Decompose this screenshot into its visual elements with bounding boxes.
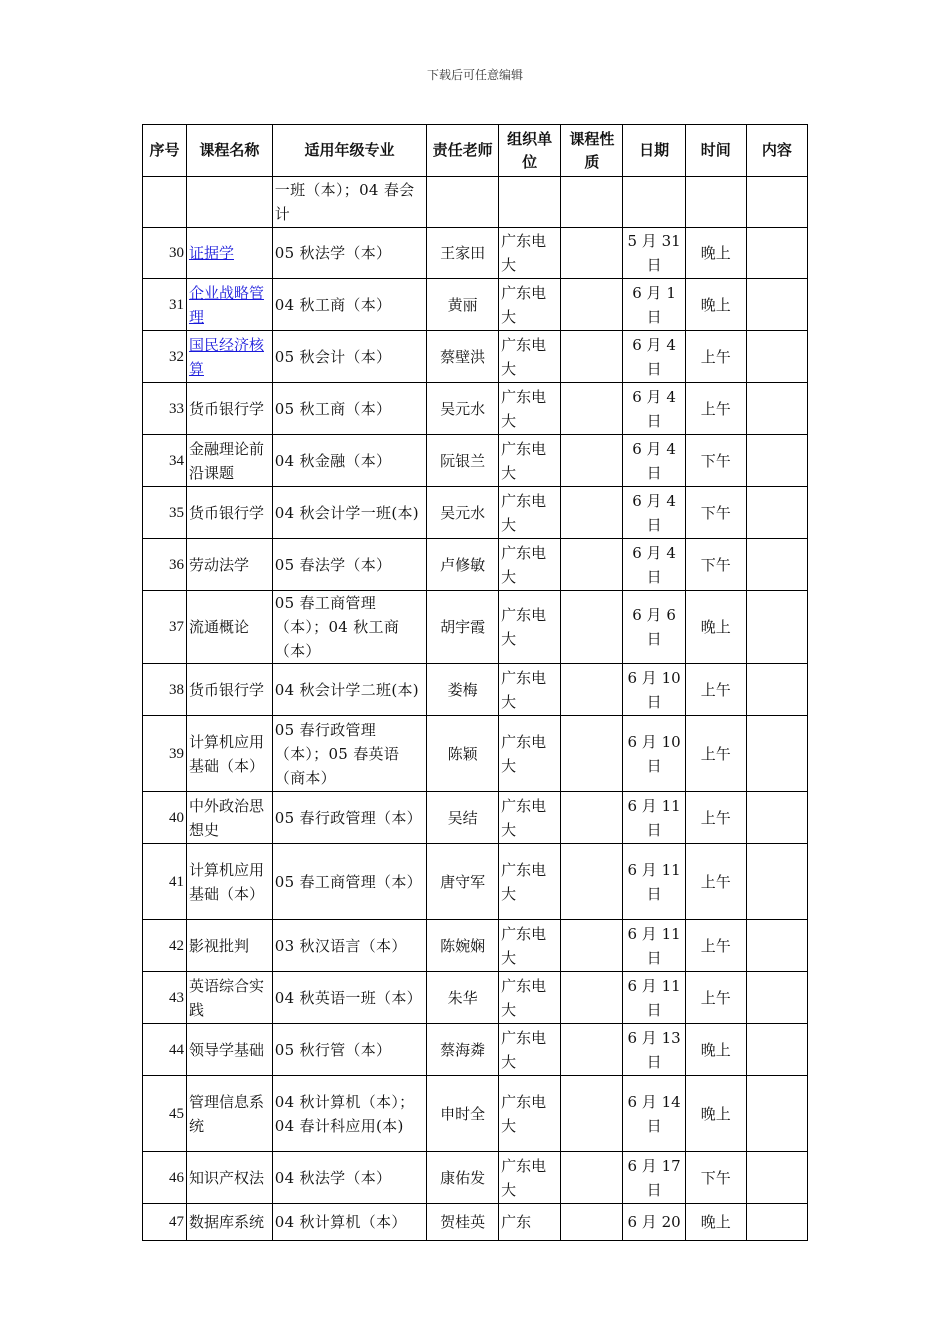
row-number: 44 (143, 1024, 187, 1076)
nature-cell (561, 664, 623, 716)
content-cell (746, 1204, 807, 1241)
major-cell: 04 秋计算机（本） (272, 1204, 426, 1241)
teacher-cell: 陈婉娴 (427, 920, 499, 972)
table-row (143, 383, 808, 435)
row-number: 35 (143, 487, 187, 539)
date-cell: 6 月 11 日 (623, 844, 685, 920)
header-course-name: 课程名称 (186, 125, 272, 177)
course-name-cell: 影视批判 (186, 920, 272, 972)
org-cell: 广东电大 (499, 792, 561, 844)
header-major: 适用年级专业 (272, 125, 426, 177)
course-name-cell: 货币银行学 (186, 664, 272, 716)
row-number: 33 (143, 383, 187, 435)
course-name-cell: 中外政治思想史 (186, 792, 272, 844)
org-cell: 广东电大 (499, 972, 561, 1024)
teacher-cell: 朱华 (427, 972, 499, 1024)
content-cell (746, 920, 807, 972)
row-number: 37 (143, 591, 187, 664)
row-number: 34 (143, 435, 187, 487)
major-cell: 05 秋法学（本） (272, 228, 426, 279)
content-cell (746, 792, 807, 844)
org-cell: 广东电大 (499, 664, 561, 716)
course-name-link[interactable]: 证据学 (188, 244, 234, 262)
time-cell: 下午 (685, 435, 746, 487)
major-cell: 05 春法学（本） (272, 539, 426, 591)
org-cell: 广东 (499, 1204, 561, 1241)
date-cell: 6 月 4 日 (623, 331, 685, 383)
course-schedule-table (142, 124, 808, 1241)
org-cell: 广东电大 (499, 487, 561, 539)
org-cell: 广东电大 (499, 1152, 561, 1204)
content-cell (746, 1076, 807, 1152)
header-nature: 课程性质 (561, 125, 623, 177)
time-cell: 下午 (685, 1152, 746, 1204)
teacher-cell: 娄梅 (427, 664, 499, 716)
org-cell: 广东电大 (499, 920, 561, 972)
row-number: 45 (143, 1076, 187, 1152)
time-cell: 上午 (685, 844, 746, 920)
teacher-cell: 吴结 (427, 792, 499, 844)
nature-cell (561, 539, 623, 591)
date-cell: 6 月 10 日 (623, 664, 685, 716)
row-number: 38 (143, 664, 187, 716)
continuation-major: 一班（本）；04 春会计 (272, 177, 426, 228)
header-teacher: 责任老师 (427, 125, 499, 177)
time-cell: 上午 (685, 920, 746, 972)
date-cell: 6 月 17 日 (623, 1152, 685, 1204)
course-name-cell: 领导学基础 (186, 1024, 272, 1076)
time-cell: 下午 (685, 487, 746, 539)
teacher-cell: 蔡壁洪 (427, 331, 499, 383)
continuation-row (143, 177, 808, 228)
nature-cell (561, 844, 623, 920)
nature-cell (561, 435, 623, 487)
time-cell: 上午 (685, 664, 746, 716)
content-cell (746, 1024, 807, 1076)
date-cell: 6 月 20 (623, 1204, 685, 1241)
major-cell: 05 春行政管理（本）；05 春英语（商本） (272, 716, 426, 792)
date-cell: 6 月 11 日 (623, 792, 685, 844)
header-row (143, 125, 808, 177)
row-number: 43 (143, 972, 187, 1024)
watermark-text: 下载后可任意编辑 (426, 68, 523, 82)
org-cell: 广东电大 (499, 539, 561, 591)
header-date: 日期 (623, 125, 685, 177)
teacher-cell: 胡宇霞 (427, 591, 499, 664)
nature-cell (561, 1204, 623, 1241)
major-cell: 05 春工商管理（本）；04 秋工商（本） (272, 591, 426, 664)
teacher-cell: 唐守军 (427, 844, 499, 920)
org-cell: 广东电大 (499, 1076, 561, 1152)
date-cell: 6 月 4 日 (623, 435, 685, 487)
nature-cell (561, 792, 623, 844)
major-cell: 04 秋会计学一班(本) (272, 487, 426, 539)
teacher-cell: 陈颖 (427, 716, 499, 792)
header-org: 组织单位 (499, 125, 561, 177)
course-name-link[interactable]: 企业战略管理 (188, 283, 264, 326)
major-cell: 04 秋法学（本） (272, 1152, 426, 1204)
org-cell: 广东电大 (499, 279, 561, 331)
nature-cell (561, 1152, 623, 1204)
nature-cell (561, 383, 623, 435)
row-number: 31 (143, 279, 187, 331)
time-cell: 晚上 (685, 591, 746, 664)
date-cell: 6 月 6 日 (623, 591, 685, 664)
major-cell: 04 秋工商（本） (272, 279, 426, 331)
course-name-cell: 管理信息系统 (186, 1076, 272, 1152)
table-row (143, 1204, 808, 1241)
table-row (143, 792, 808, 844)
content-cell (746, 664, 807, 716)
header-no: 序号 (143, 125, 187, 177)
course-name-cell (186, 228, 272, 279)
table-row (143, 920, 808, 972)
table-row (143, 716, 808, 792)
nature-cell (561, 972, 623, 1024)
org-cell: 广东电大 (499, 331, 561, 383)
major-cell: 03 秋汉语言（本） (272, 920, 426, 972)
teacher-cell: 吴元水 (427, 487, 499, 539)
row-number: 32 (143, 331, 187, 383)
table-row (143, 228, 808, 279)
header-time: 时间 (685, 125, 746, 177)
row-number: 47 (143, 1204, 187, 1241)
content-cell (746, 331, 807, 383)
major-cell: 04 秋英语一班（本） (272, 972, 426, 1024)
teacher-cell: 吴元水 (427, 383, 499, 435)
course-name-cell (186, 279, 272, 331)
content-cell (746, 539, 807, 591)
date-cell: 6 月 11 日 (623, 972, 685, 1024)
content-cell (746, 1152, 807, 1204)
time-cell: 上午 (685, 716, 746, 792)
org-cell: 广东电大 (499, 228, 561, 279)
major-cell: 05 春工商管理（本） (272, 844, 426, 920)
nature-cell (561, 591, 623, 664)
content-cell (746, 716, 807, 792)
table-row (143, 591, 808, 664)
teacher-cell: 卢修敏 (427, 539, 499, 591)
org-cell: 广东电大 (499, 435, 561, 487)
teacher-cell: 康佑发 (427, 1152, 499, 1204)
course-name-cell: 数据库系统 (186, 1204, 272, 1241)
table-row (143, 487, 808, 539)
row-number: 40 (143, 792, 187, 844)
row-number: 30 (143, 228, 187, 279)
content-cell (746, 279, 807, 331)
table-row (143, 1152, 808, 1204)
time-cell: 上午 (685, 972, 746, 1024)
course-name-cell: 知识产权法 (186, 1152, 272, 1204)
nature-cell (561, 228, 623, 279)
nature-cell (561, 279, 623, 331)
course-name-cell: 劳动法学 (186, 539, 272, 591)
major-cell: 04 秋会计学二班(本) (272, 664, 426, 716)
date-cell: 6 月 13 日 (623, 1024, 685, 1076)
table-row (143, 1024, 808, 1076)
time-cell: 上午 (685, 383, 746, 435)
major-cell: 05 秋会计（本） (272, 331, 426, 383)
date-cell: 6 月 10 日 (623, 716, 685, 792)
content-cell (746, 228, 807, 279)
teacher-cell: 阮银兰 (427, 435, 499, 487)
nature-cell (561, 487, 623, 539)
course-name-cell: 计算机应用基础（本） (186, 844, 272, 920)
date-cell: 6 月 11 日 (623, 920, 685, 972)
time-cell: 晚上 (685, 228, 746, 279)
row-number: 39 (143, 716, 187, 792)
date-cell: 6 月 14 日 (623, 1076, 685, 1152)
course-name-cell: 货币银行学 (186, 383, 272, 435)
major-cell: 05 春行政管理（本） (272, 792, 426, 844)
table-row (143, 435, 808, 487)
header-content: 内容 (746, 125, 807, 177)
org-cell: 广东电大 (499, 844, 561, 920)
time-cell: 晚上 (685, 1076, 746, 1152)
content-cell (746, 435, 807, 487)
row-number: 36 (143, 539, 187, 591)
time-cell: 上午 (685, 331, 746, 383)
table-row (143, 664, 808, 716)
date-cell: 6 月 4 日 (623, 539, 685, 591)
table-row (143, 844, 808, 920)
time-cell: 晚上 (685, 1204, 746, 1241)
content-cell (746, 844, 807, 920)
org-cell: 广东电大 (499, 1024, 561, 1076)
course-name-cell: 计算机应用基础（本） (186, 716, 272, 792)
nature-cell (561, 920, 623, 972)
nature-cell (561, 331, 623, 383)
major-cell: 04 秋金融（本） (272, 435, 426, 487)
row-number: 42 (143, 920, 187, 972)
row-number: 46 (143, 1152, 187, 1204)
nature-cell (561, 716, 623, 792)
table-row (143, 279, 808, 331)
major-cell: 04 秋计算机（本）；04 春计科应用(本) (272, 1076, 426, 1152)
course-name-cell: 金融理论前沿课题 (186, 435, 272, 487)
table-row (143, 331, 808, 383)
teacher-cell: 申时全 (427, 1076, 499, 1152)
major-cell: 05 秋行管（本） (272, 1024, 426, 1076)
teacher-cell: 王家田 (427, 228, 499, 279)
course-name-link[interactable]: 国民经济核算 (188, 335, 264, 378)
time-cell: 晚上 (685, 1024, 746, 1076)
table-row (143, 1076, 808, 1152)
date-cell: 6 月 4 日 (623, 487, 685, 539)
course-name-cell (186, 331, 272, 383)
course-name-cell: 流通概论 (186, 591, 272, 664)
nature-cell (561, 1076, 623, 1152)
date-cell: 6 月 4 日 (623, 383, 685, 435)
course-name-cell: 货币银行学 (186, 487, 272, 539)
date-cell: 5 月 31 日 (623, 228, 685, 279)
time-cell: 上午 (685, 792, 746, 844)
org-cell: 广东电大 (499, 383, 561, 435)
major-cell: 05 秋工商（本） (272, 383, 426, 435)
table-row (143, 972, 808, 1024)
table-row (143, 539, 808, 591)
time-cell: 下午 (685, 539, 746, 591)
nature-cell (561, 1024, 623, 1076)
date-cell: 6 月 1 日 (623, 279, 685, 331)
teacher-cell: 黄丽 (427, 279, 499, 331)
content-cell (746, 591, 807, 664)
teacher-cell: 贺桂英 (427, 1204, 499, 1241)
time-cell: 晚上 (685, 279, 746, 331)
content-cell (746, 972, 807, 1024)
teacher-cell: 蔡海粦 (427, 1024, 499, 1076)
row-number: 41 (143, 844, 187, 920)
org-cell: 广东电大 (499, 591, 561, 664)
content-cell (746, 383, 807, 435)
org-cell: 广东电大 (499, 716, 561, 792)
content-cell (746, 487, 807, 539)
course-name-cell: 英语综合实践 (186, 972, 272, 1024)
